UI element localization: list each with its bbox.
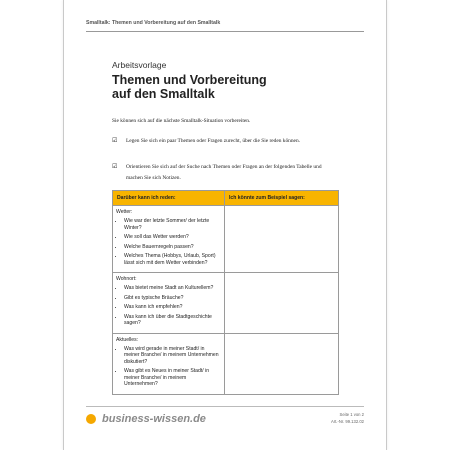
list-item: • Welches Thema (Hobbys, Urlaub, Sport) lässt sich mit dem Wetter verbinden? bbox=[124, 253, 221, 266]
brand-logo[interactable] bbox=[86, 413, 206, 425]
title-line-1: Themen und Vorbereitung bbox=[112, 73, 267, 87]
logo-dot-icon bbox=[86, 414, 96, 424]
topic-heading: Aktuelles: bbox=[116, 336, 139, 343]
bullet-item bbox=[112, 136, 336, 147]
topic-cell bbox=[113, 333, 225, 394]
list-item: • Was bietet meine Stadt an Kulturellem? bbox=[124, 285, 221, 292]
column-header-examples: Ich könnte zum Beispiel sagen: bbox=[225, 191, 339, 206]
list-item: • Was gibt es Neues in meiner Stadt/ in meiner Branche/ in meinem Unternehmen? bbox=[124, 368, 221, 388]
table-row bbox=[113, 333, 339, 394]
list-item: • Gibt es typische Bräuche? bbox=[124, 295, 221, 302]
kicker-label: Arbeitsvorlage bbox=[112, 60, 167, 70]
title-line-2: auf den Smalltalk bbox=[112, 87, 215, 101]
topic-heading: Wohnort: bbox=[116, 276, 137, 282]
bullet-text: Orientieren Sie sich auf der Suche nach Themen oder Fragen an der folgenden Tabelle und machen Sie sich Notizen. bbox=[126, 164, 322, 181]
topic-heading: Wetter: bbox=[116, 209, 133, 215]
table-row bbox=[113, 206, 339, 273]
topic-list bbox=[116, 346, 221, 388]
list-item: • Welche Bauernregeln passen? bbox=[124, 244, 221, 251]
bullet-item bbox=[112, 162, 336, 184]
topic-cell bbox=[113, 273, 225, 334]
bullet-text: Legen Sie sich ein paar Themen oder Fragen zurecht, über die Sie reden können. bbox=[126, 138, 300, 144]
notes-cell[interactable] bbox=[225, 273, 339, 334]
list-item: • Was kann ich empfehlen? bbox=[124, 304, 221, 311]
topic-cell bbox=[113, 206, 225, 273]
document-page bbox=[63, 0, 387, 450]
checkbox-icon: ☑ bbox=[112, 164, 118, 170]
notes-cell[interactable] bbox=[225, 206, 339, 273]
list-item: • Wie soll das Wetter werden? bbox=[124, 234, 221, 241]
page-title bbox=[112, 73, 267, 101]
running-header: Smalltalk: Themen und Vorbereitung auf den Smalltalk bbox=[86, 20, 221, 26]
list-item: • Was kann ich über die Stadtgeschichte sagen? bbox=[124, 314, 221, 327]
topics-table bbox=[112, 190, 339, 395]
table-row bbox=[113, 273, 339, 334]
intro-text: Sie können sich auf die nächste Smalltalk-Situation vorbereiten. bbox=[112, 118, 251, 124]
list-item: • Wie war der letzte Sommer/ der letzte Winter? bbox=[124, 218, 221, 231]
logo-text: business-wissen.de bbox=[102, 413, 206, 425]
table-header-row bbox=[113, 191, 339, 206]
footer-divider bbox=[86, 406, 364, 407]
checkbox-icon: ☑ bbox=[112, 138, 118, 144]
column-header-topics: Darüber kann ich reden: bbox=[113, 191, 225, 206]
topic-list bbox=[116, 285, 221, 327]
notes-cell[interactable] bbox=[225, 333, 339, 394]
article-number: Art.-Nr. 99.132.02 bbox=[330, 419, 364, 424]
topic-list bbox=[116, 218, 221, 266]
list-item: • Was wird gerade in meiner Stadt/ in meiner Branche/ in meinem Unternehmen diskutiert? bbox=[124, 346, 221, 366]
page-number: Seite 1 von 2 bbox=[339, 412, 364, 417]
page-info bbox=[331, 411, 364, 425]
header-divider bbox=[86, 31, 364, 32]
